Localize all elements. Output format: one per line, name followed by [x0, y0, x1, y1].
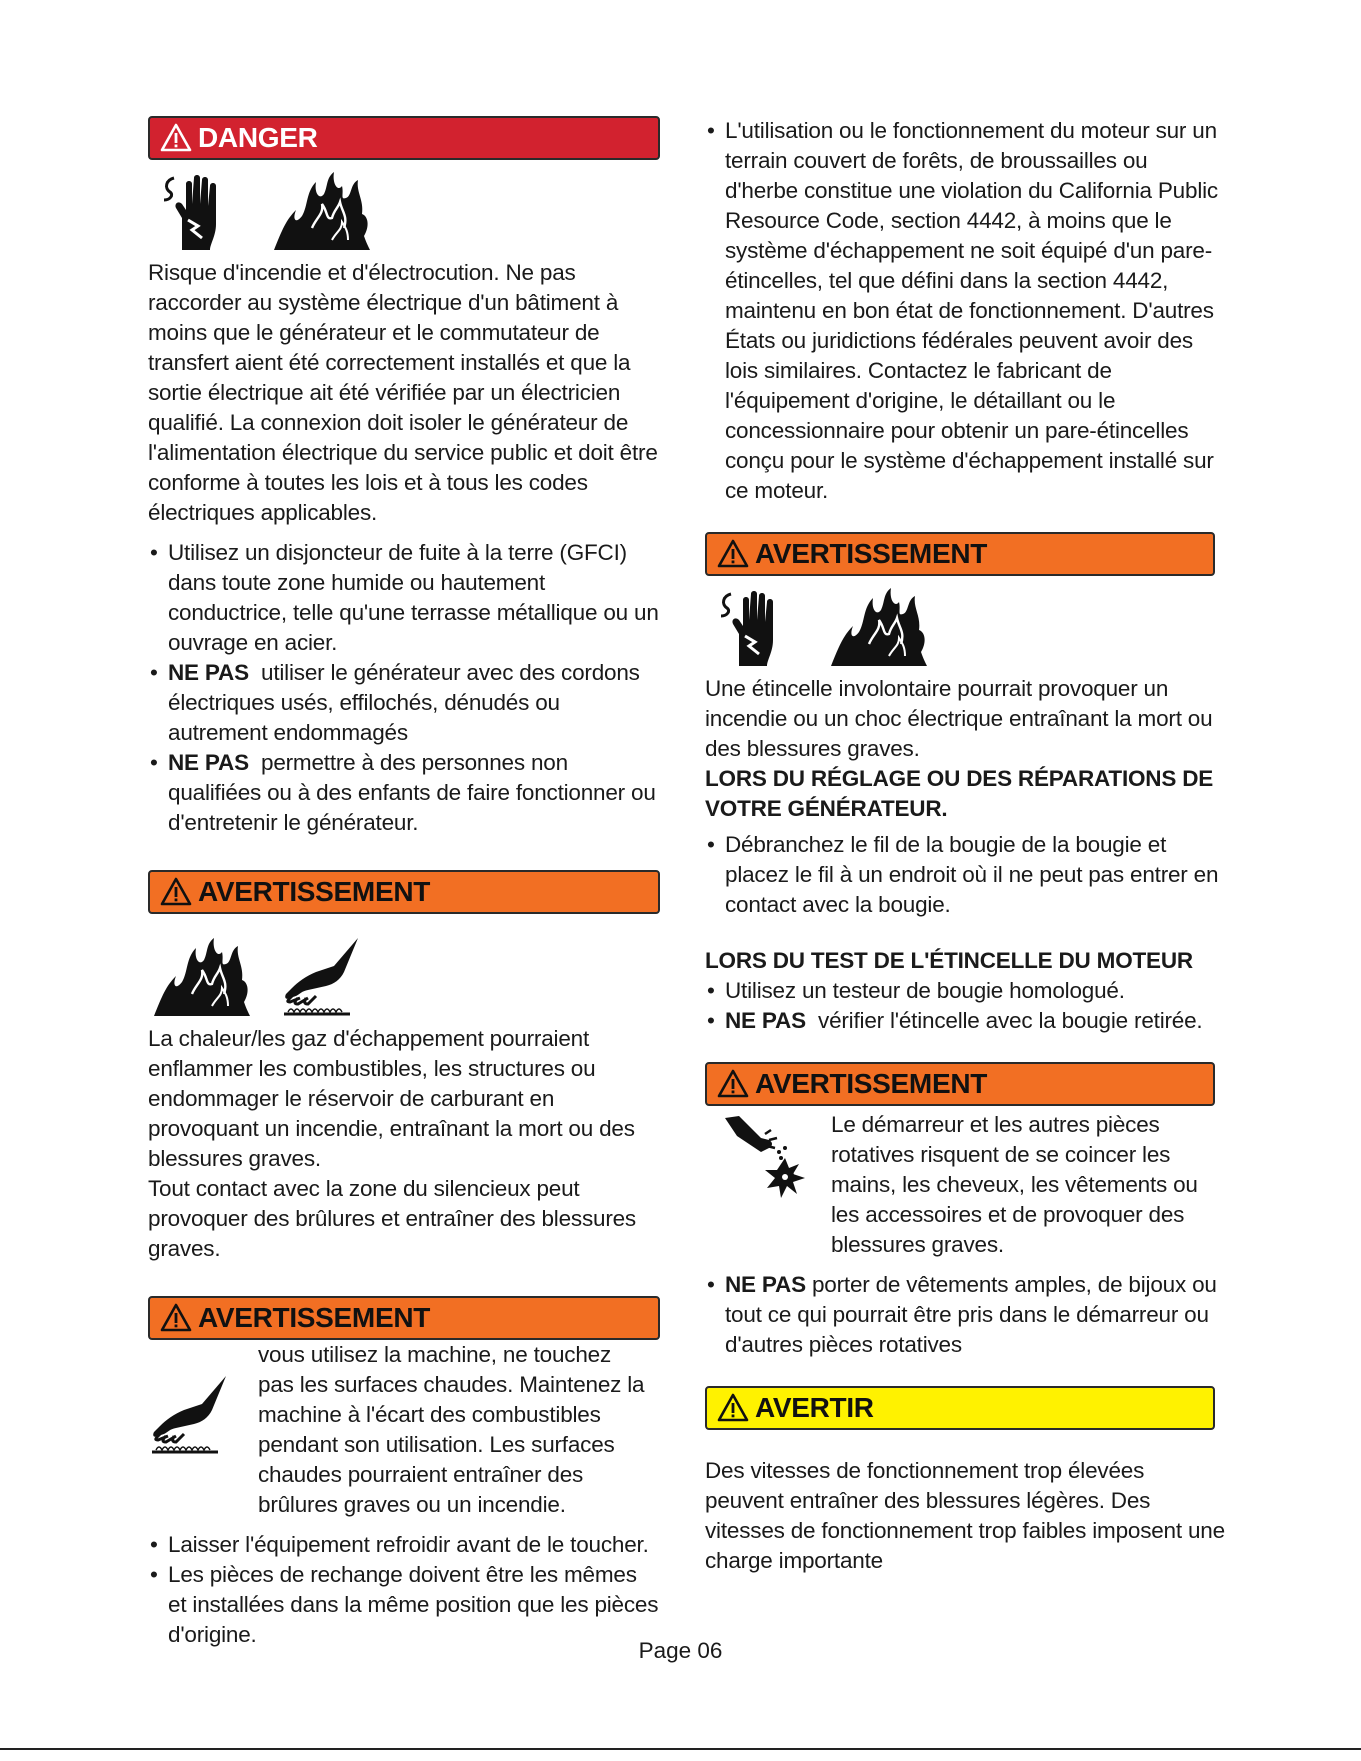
- list-item: • Utilisez un testeur de bougie homologué.: [705, 976, 1225, 1006]
- list-item: • NE PAS porter de vêtements amples, de bijoux ou tout ce qui pourrait être pris dans le démarreur ou d'autres pièces rotatives: [705, 1270, 1225, 1360]
- warning-triangle-icon: [717, 539, 749, 569]
- warning-icons: [709, 586, 1225, 668]
- warning-label: AVERTISSEMENT: [755, 538, 988, 569]
- section-heading: LORS DU RÉGLAGE OU DES RÉPARATIONS DE VOTRE GÉNÉRATEUR.: [705, 766, 1214, 821]
- bottom-divider: [0, 1748, 1361, 1750]
- warning-body: Une étincelle involontaire pourrait provoquer un incendie ou un choc électrique entraînant la mort ou des blessures graves.: [705, 676, 1213, 761]
- electric-shock-icon: [709, 586, 789, 668]
- fire-icon: [829, 586, 929, 668]
- warning-bullets: [148, 1530, 660, 1650]
- danger-icons: [152, 170, 660, 252]
- warning-triangle-icon: [717, 1069, 749, 1099]
- list-item: • NE PAS utiliser le générateur avec des cordons électriques usés, effilochés, dénudés ou autrement endommagés: [148, 658, 660, 748]
- warning-side-block: [148, 1340, 660, 1520]
- warning-banner: [705, 1062, 1215, 1106]
- warning-picture: [148, 1340, 258, 1461]
- fire-icon: [272, 170, 372, 252]
- danger-bullets: [148, 538, 660, 838]
- page-number: Page 06: [638, 1638, 723, 1663]
- hot-surface-icon: [280, 936, 362, 1018]
- danger-banner: [148, 116, 660, 160]
- danger-body: Risque d'incendie et d'électrocution. Ne pas raccorder au système électrique d'un bâtiment à moins que le générateur et le commutateur de transfert aient été correctement installés et que la sortie électrique ait été vérifiée par un électricien qualifié. La connexion doit isoler le générateur de l'alimentation électrique du service public et doit être conforme à toutes les lois et à tous les codes électriques applicables.: [148, 260, 658, 525]
- list-item: • Débranchez le fil de la bougie de la bougie et placez le fil à un endroit où il ne peut pas entrer en contact avec la bougie.: [705, 830, 1225, 920]
- list-item: • Les pièces de rechange doivent être les mêmes et installées dans la même position que les pièces d'origine.: [148, 1560, 660, 1650]
- left-column: [148, 116, 660, 1650]
- list-item: • NE PAS vérifier l'étincelle avec la bougie retirée.: [705, 1006, 1225, 1036]
- warning-banner: [705, 532, 1215, 576]
- entanglement-icon: [721, 1114, 811, 1204]
- warning-triangle-icon: [717, 1393, 749, 1423]
- electric-shock-icon: [152, 170, 232, 252]
- warning-bullets: [705, 830, 1225, 920]
- caution-label: AVERTIR: [755, 1392, 874, 1423]
- warning-picture: [705, 1110, 831, 1209]
- warning-body: La chaleur/les gaz d'échappement pourraient enflammer les combustibles, les structures ou endommager le réservoir de carburant en provoquant un incendie, entraînant la mort ou des blessures graves.: [148, 1026, 635, 1171]
- warning-bullets: [705, 1270, 1225, 1360]
- warning-bullets: [705, 976, 1225, 1036]
- warning-banner: [148, 870, 660, 914]
- warning-label: AVERTISSEMENT: [198, 876, 431, 907]
- caution-banner: [705, 1386, 1215, 1430]
- list-item: • Laisser l'équipement refroidir avant de le toucher.: [148, 1530, 660, 1560]
- section-heading: LORS DU TEST DE L'ÉTINCELLE DU MOTEUR: [705, 948, 1193, 973]
- list-item: • L'utilisation ou le fonctionnement du moteur sur un terrain couvert de forêts, de broussailles ou d'herbe constitue une violation du California Public Resource Code, section 4442, à moins que le système d'échappement ne soit équipé d'un pare-étincelles, tel que défini dans la section 4442, maintenu en bon état de fonctionnement. D'autres États ou juridictions fédérales peuvent avoir des lois similaires. Contactez le fabricant de l'équipement d'origine, le détaillant ou le concessionnaire pour obtenir un pare-étincelles conçu pour le système d'échappement installé sur ce moteur.: [705, 116, 1225, 506]
- fire-icon: [152, 936, 252, 1018]
- list-item: • Utilisez un disjoncteur de fuite à la terre (GFCI) dans toute zone humide ou hautement conductrice, telle qu'une terrasse métallique ou un ouvrage en acier.: [148, 538, 660, 658]
- danger-label: DANGER: [198, 122, 318, 153]
- warning-banner: [148, 1296, 660, 1340]
- hot-surface-icon: [148, 1374, 230, 1456]
- warning-triangle-icon: [160, 1303, 192, 1333]
- warning-body: Tout contact avec la zone du silencieux peut provoquer des brûlures et entraîner des blessures graves.: [148, 1176, 636, 1261]
- warning-triangle-icon: [160, 877, 192, 907]
- warning-triangle-icon: [160, 123, 192, 153]
- warning-icons: [152, 928, 660, 1018]
- warning-label: AVERTISSEMENT: [198, 1302, 431, 1333]
- intro-bullets: [705, 116, 1225, 506]
- warning-body: Le démarreur et les autres pièces rotatives risquent de se coincer les mains, les cheveux, les vêtements ou les accessoires et de provoquer des blessures graves.: [831, 1112, 1198, 1257]
- list-item: • NE PAS permettre à des personnes non qualifiées ou à des enfants de faire fonctionner ou d'entretenir le générateur.: [148, 748, 660, 838]
- right-column: [705, 116, 1225, 1576]
- warning-side-block: [705, 1110, 1225, 1260]
- caution-body: Des vitesses de fonctionnement trop élevées peuvent entraîner des blessures légères. Des vitesses de fonctionnement trop faibles imposent une charge importante: [705, 1458, 1225, 1573]
- warning-body: vous utilisez la machine, ne touchez pas les surfaces chaudes. Maintenez la machine à l'écart des combustibles pendant son utilisation. Les surfaces chaudes pourraient entraîner des brûlures graves ou un incendie.: [258, 1342, 645, 1517]
- warning-label: AVERTISSEMENT: [755, 1068, 988, 1099]
